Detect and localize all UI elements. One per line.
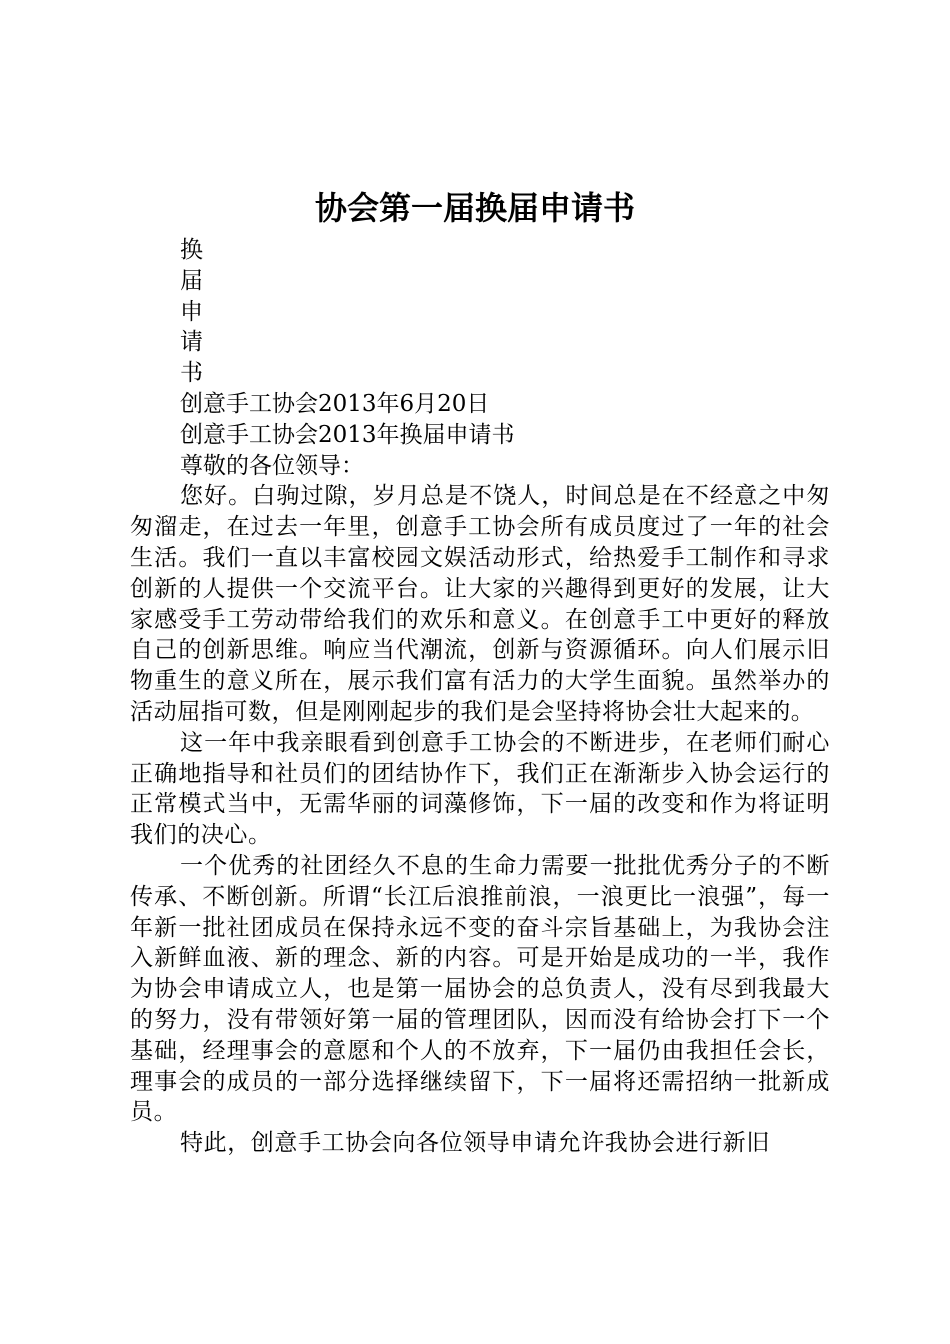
body-paragraph: 您好。白驹过隙，岁月总是不饶人，时间总是在不经意之中匆匆溜走，在过去一年里，创意手工协会所有成员度过了一年的社会生活。我们一直以丰富校园文娱活动形式，给热爱手工制作和寻求创新的人提供一个交流平台。让大家的兴趣得到更好的发展，让大家感受手工劳动带给我们的欢乐和意义。在创意手工中更好的释放自己的创新思维。响应当代潮流，创新与资源循环。向人们展示旧物重生的意义所在，展示我们富有活力的大学生面貌。虽然举办的活动屈指可数，但是刚刚起步的我们是会坚持将协会壮大起来的。: [130, 483, 830, 725]
body-paragraph: 一个优秀的社团经久不息的生命力需要一批批优秀分子的不断传承、不断创新。所谓“长江后浪推前浪，一浪更比一浪强”，每一年新一批社团成员在保持永远不变的奋斗宗旨基础上，为我协会注入新鲜血液、新的理念、新的内容。可是开始是成功的一半，我作为协会申请成立人，也是第一届协会的总负责人，没有尽到我最大的努力，没有带领好第一届的管理团队，因而没有给协会打下一个基础，经理事会的意愿和个人的不放弃，下一届仍由我担任会长，理事会的成员的一部分选择继续留下，下一届将还需招纳一批新成员。: [130, 852, 830, 1126]
document-title: 协会第一届换届申请书: [314, 189, 635, 227]
vertical-title-char: 书: [180, 360, 203, 387]
date-line: 创意手工协会2013年6月20日: [180, 390, 490, 417]
vertical-title-char: 换: [180, 237, 203, 263]
salutation: 尊敬的各位领导：: [180, 452, 364, 479]
subtitle-line: 创意手工协会2013年换届申请书: [180, 421, 515, 448]
body-paragraph: 特此，创意手工协会向各位领导申请允许我协会进行新旧: [180, 1130, 770, 1157]
document-body: [130, 235, 830, 1159]
body-paragraph: 这一年中我亲眼看到创意手工协会的不断进步，在老师们耐心正确地指导和社员们的团结协作下，我们正在渐渐步入协会运行的正常模式当中，无需华丽的词藻修饰，下一届的改变和作为将证明我们的决心。: [130, 729, 830, 849]
vertical-title-char: 届: [180, 267, 203, 294]
vertical-title-char: 请: [180, 329, 203, 356]
vertical-title-char: 申: [180, 298, 203, 325]
